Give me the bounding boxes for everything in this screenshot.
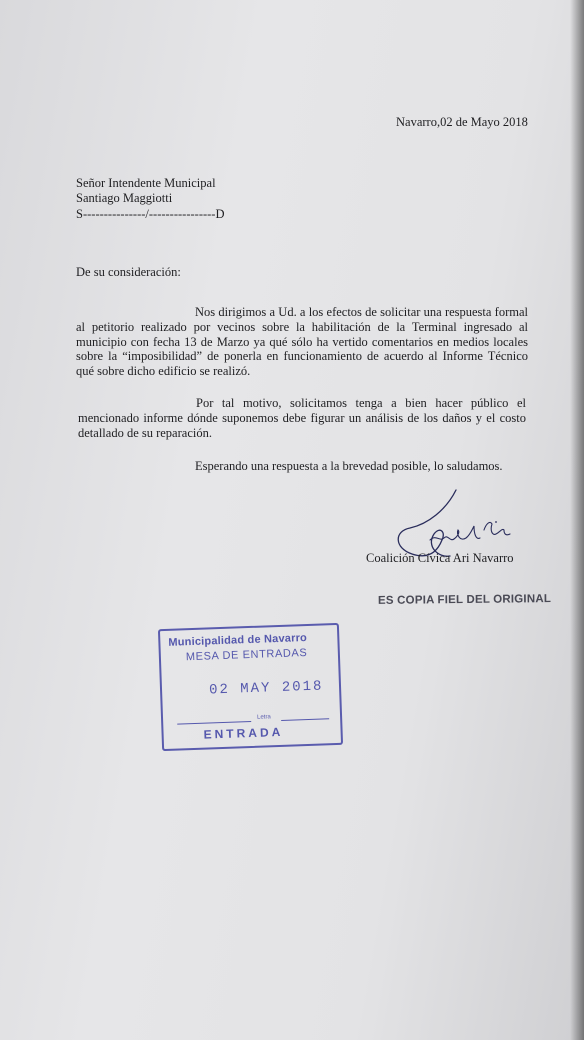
stamp-small-label: Letra xyxy=(256,714,271,721)
paragraph-1-line: Nos dirigimos a Ud. a los efectos de solicitar una respuesta formal xyxy=(195,305,528,319)
stamp-line-right xyxy=(281,718,329,721)
paragraph-2-line: Por tal motivo, solicitamos tenga a bien hacer público el xyxy=(196,396,526,410)
paragraph-1 xyxy=(76,305,528,379)
stamp-date: 02 MAY 2018 xyxy=(208,678,324,699)
stamp-footer: ENTRADA xyxy=(203,724,284,742)
closing-line: Esperando una respuesta a la brevedad posible, lo saludamos. xyxy=(195,459,503,473)
recipient-title: Señor Intendente Municipal xyxy=(76,176,216,190)
stamp-office: MESA DE ENTRADAS xyxy=(185,647,308,664)
stamp-line-left xyxy=(177,721,251,725)
paragraph-1-line: municipio con fecha 13 de Marzo ya qué sólo ha vertido comentarios en medios locales xyxy=(76,334,528,349)
paragraph-1-line: al petitorio realizado por vecinos sobre la habilitación de la Terminal ingresado al xyxy=(76,319,528,334)
paragraph-1-line: qué sobre dicho edificio se realizó. xyxy=(76,364,251,379)
page-edge-shadow xyxy=(570,0,584,1040)
recipient-name: Santiago Maggiotti xyxy=(76,191,173,205)
stamp-municipality: Municipalidad de Navarro xyxy=(168,632,308,649)
paragraph-2 xyxy=(78,396,526,440)
signatory-name: Coalición Cívica Ari Navarro xyxy=(366,551,514,565)
paragraph-2-line: detallado de su reparación. xyxy=(78,425,212,440)
handwritten-signature xyxy=(380,484,540,584)
certified-copy-stamp: ES COPIA FIEL DEL ORIGINAL xyxy=(377,593,552,607)
recipient-sd: S---------------/----------------D xyxy=(76,207,225,221)
salutation: De su consideración: xyxy=(76,265,181,279)
letter-date: Navarro,02 de Mayo 2018 xyxy=(396,115,528,129)
paragraph-1-line: sobre la “imposibilidad” de ponerla en funcionamiento de acuerdo al Informe Técnico xyxy=(76,349,528,364)
reception-stamp xyxy=(158,623,343,751)
paragraph-2-line: mencionado informe dónde suponemos debe figurar un análisis de los daños y el costo xyxy=(78,410,526,425)
